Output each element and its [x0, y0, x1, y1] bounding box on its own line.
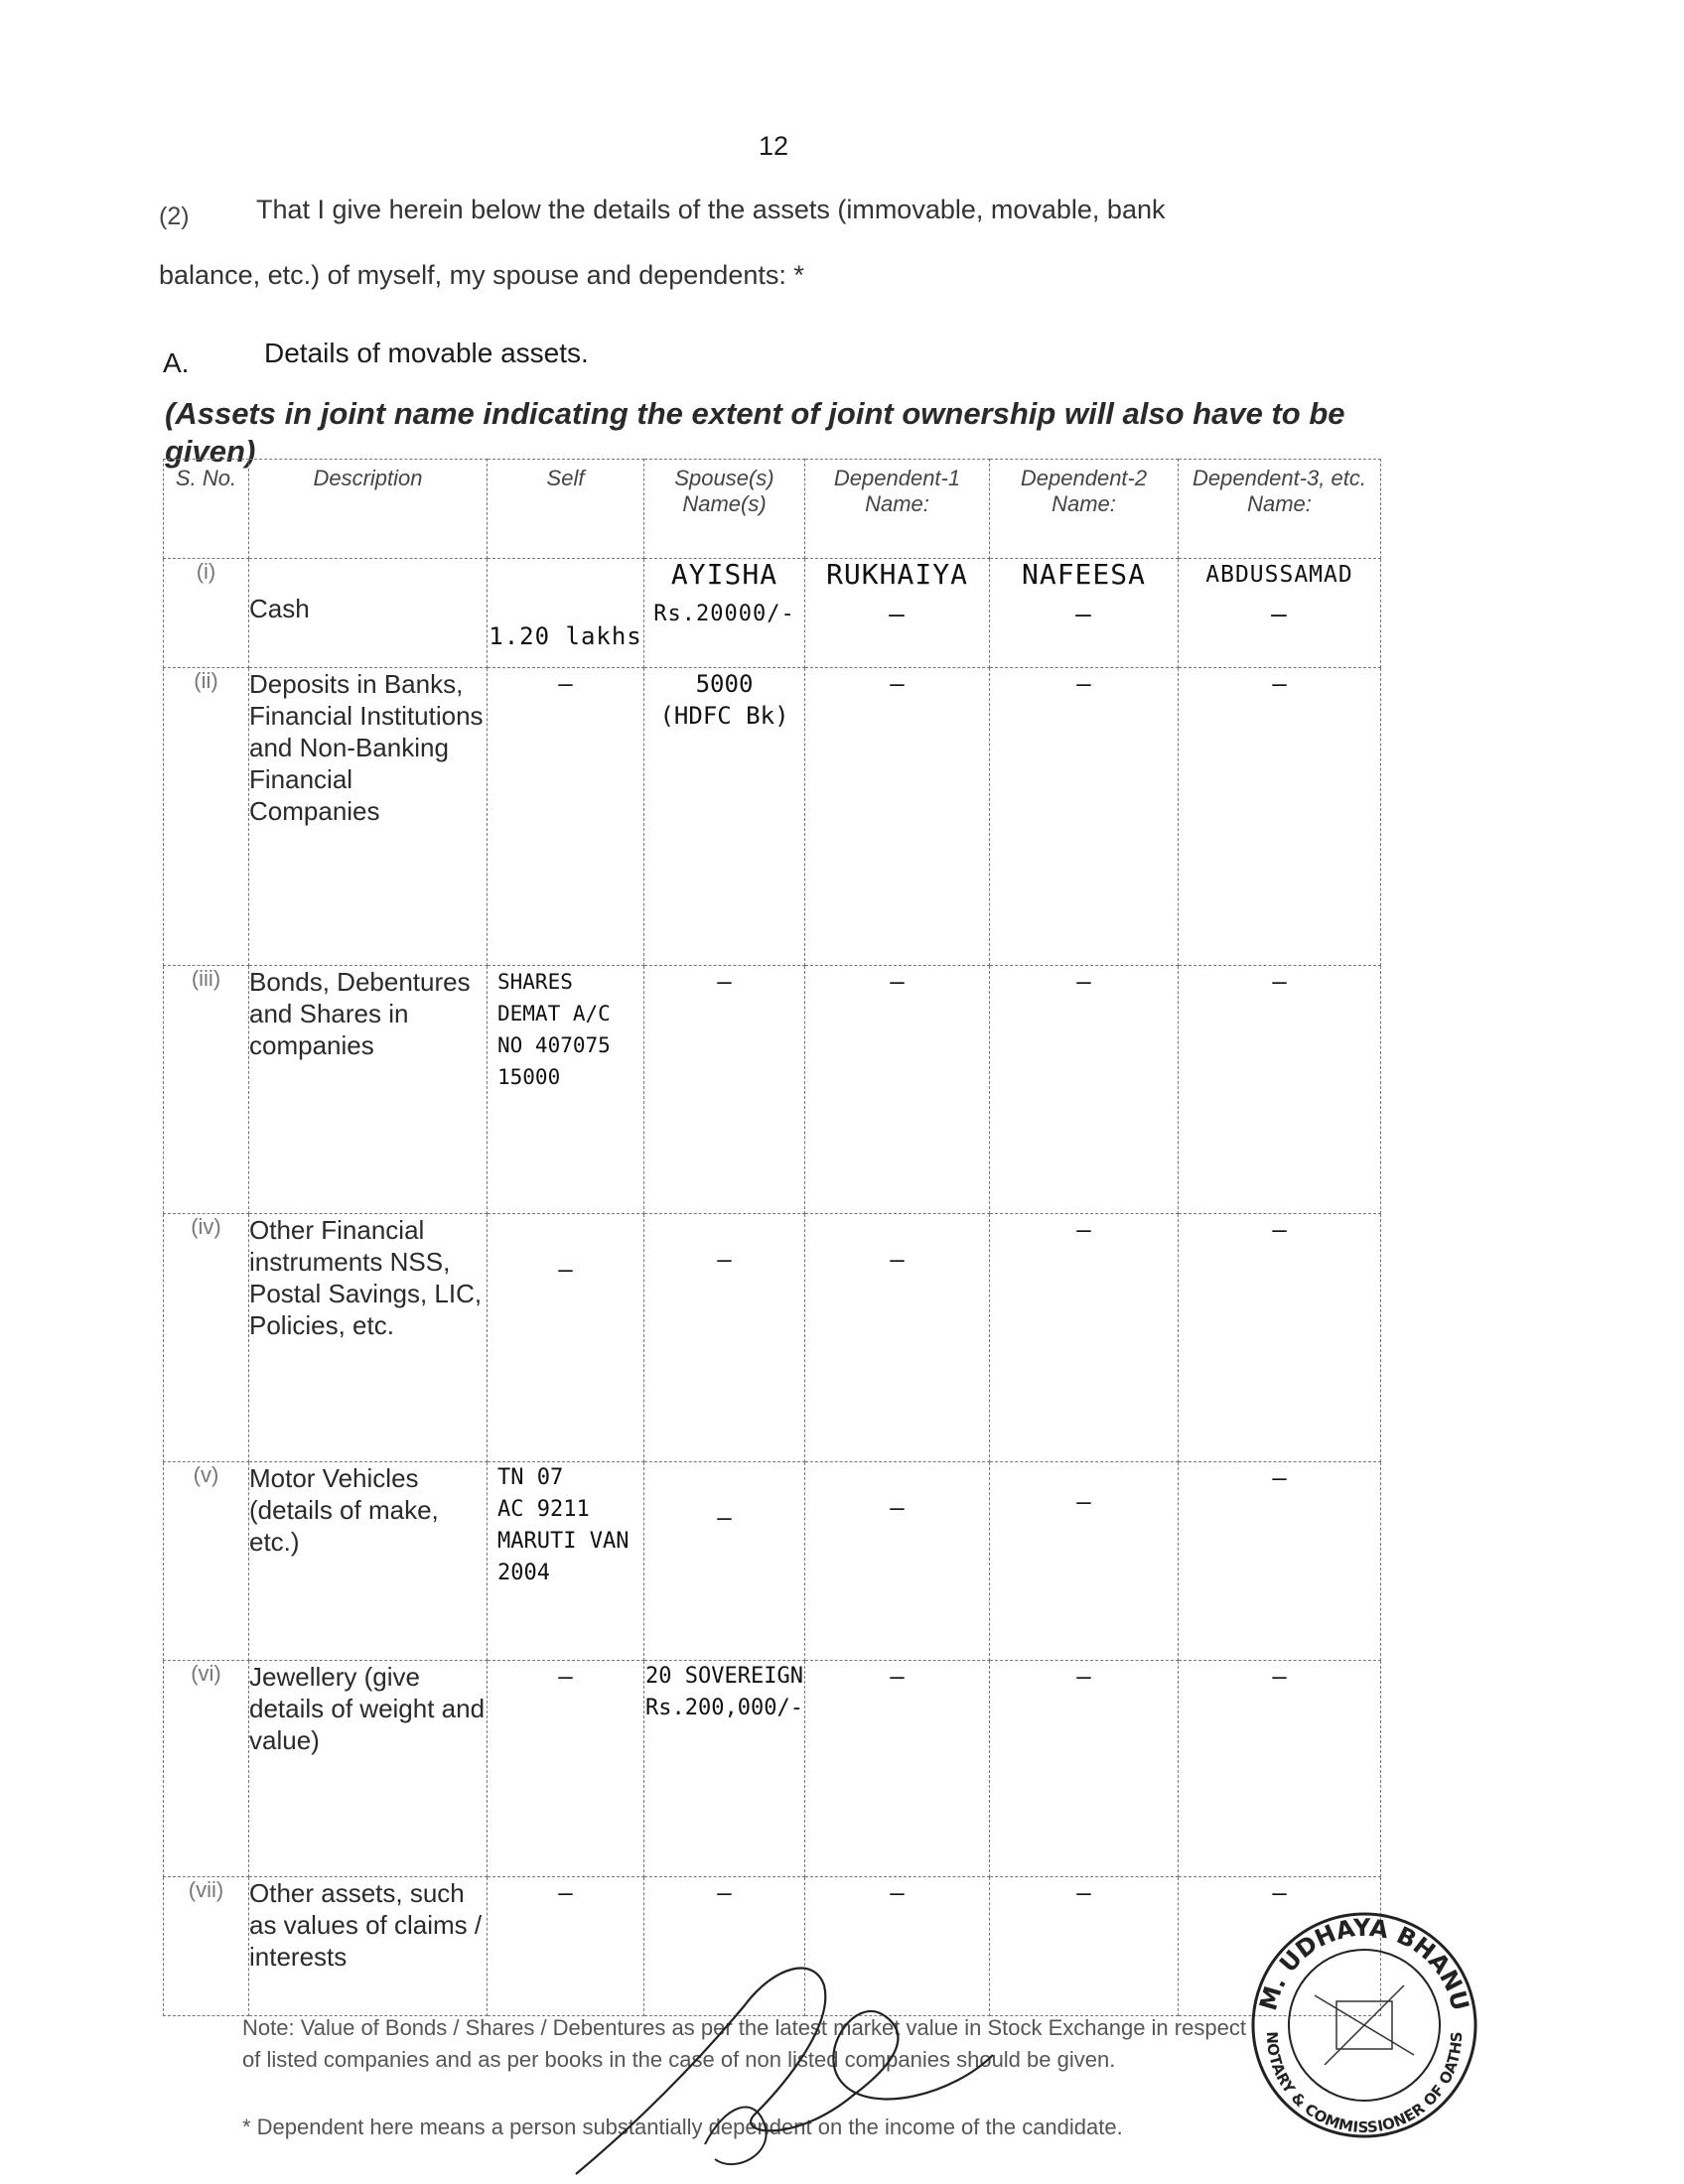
- svg-text:M. UDHAYA BHANU: [1254, 1914, 1474, 2014]
- cell-dependent-3: —: [1179, 1462, 1381, 1661]
- header-dependent-3: Dependent-3, etc. Name:: [1179, 460, 1381, 559]
- cell-dependent-2: —: [990, 966, 1179, 1214]
- cell-dependent-2: —: [990, 1462, 1179, 1661]
- row-description: Other assets, such as values of claims / interests: [249, 1877, 488, 2016]
- cell-dependent-1: —: [805, 1462, 990, 1661]
- row-sno: (vii): [164, 1877, 249, 2016]
- header-dependent-2: Dependent-2 Name:: [990, 460, 1179, 559]
- cell-self: SHARES DEMAT A/C NO 407075 15000: [488, 966, 644, 1214]
- row-sno: (iii): [164, 966, 249, 1214]
- footnote-dependent: * Dependent here means a person substantially dependent on the income of the candidate.: [242, 2115, 1123, 2139]
- cell-spouse: —: [644, 1214, 805, 1462]
- cell-dependent-1: —: [805, 1214, 990, 1462]
- row-description: Other Financial instruments NSS, Postal Savings, LIC, Policies, etc.: [249, 1214, 488, 1462]
- cell-self: —: [488, 1214, 644, 1462]
- cell-dependent-3: —: [1179, 1877, 1381, 2016]
- cell-spouse: 5000 (HDFC Bk): [644, 668, 805, 966]
- notary-stamp: [1245, 1906, 1483, 2144]
- dependent-3-cash: —: [1271, 600, 1288, 629]
- joint-ownership-note: (Assets in joint name indicating the extent of joint ownership will also have to be given): [165, 396, 1345, 469]
- table-row: [164, 1462, 1381, 1661]
- table-row: [164, 966, 1381, 1214]
- cell-dependent-3: —: [1179, 668, 1381, 966]
- cell-dependent-1: [805, 559, 990, 668]
- table-row: [164, 559, 1381, 668]
- footnote-note-line-1: Note: Value of Bonds / Shares / Debentures as per the latest market value in Stock Exchange in respect: [242, 2015, 1246, 2040]
- cell-spouse: 20 SOVEREIGN Rs.200,000/-: [644, 1661, 805, 1877]
- table-header-row: [164, 460, 1381, 559]
- cell-dependent-2: —: [990, 668, 1179, 966]
- cell-dependent-2: —: [990, 1661, 1179, 1877]
- dependent-3-name: ABDUSSAMAD: [1205, 562, 1353, 588]
- table-row: [164, 668, 1381, 966]
- signature-scribble: [556, 1946, 1013, 2184]
- page-number: 12: [759, 131, 789, 161]
- cell-spouse: [644, 559, 805, 668]
- cell-self: —: [488, 1661, 644, 1877]
- cell-dependent-2: —: [990, 1877, 1179, 2016]
- section-letter: A.: [163, 347, 190, 378]
- cell-self: 1.20 lakhs: [488, 559, 644, 668]
- row-sno: (iv): [164, 1214, 249, 1462]
- stamp-role: NOTARY & COMMISSIONER OF OATHS: [1262, 2031, 1467, 2137]
- row-sno: (i): [164, 559, 249, 668]
- cell-dependent-2: [990, 559, 1179, 668]
- table-row: [164, 1214, 1381, 1462]
- header-description: Description: [249, 460, 488, 559]
- cell-spouse: —: [644, 1462, 805, 1661]
- cell-dependent-1: —: [805, 1661, 990, 1877]
- cell-dependent-1: —: [805, 668, 990, 966]
- dependent-2-name: NAFEESA: [1021, 558, 1146, 591]
- header-self: Self: [488, 460, 644, 559]
- spouse-cash: Rs.20000/-: [653, 602, 795, 626]
- cell-self: TN 07 AC 9211 MARUTI VAN 2004: [488, 1462, 644, 1661]
- cell-dependent-2: —: [990, 1214, 1179, 1462]
- stamp-name: M. UDHAYA BHANU: [1254, 1913, 1474, 2014]
- cell-dependent-3: [1179, 559, 1381, 668]
- dependent-1-cash: —: [889, 600, 906, 629]
- cell-dependent-1: —: [805, 966, 990, 1214]
- row-description: Motor Vehicles (details of make, etc.): [249, 1462, 488, 1661]
- row-sno: (v): [164, 1462, 249, 1661]
- row-sno: (ii): [164, 668, 249, 966]
- footnote-note-line-2: of listed companies and as per books in the case of non listed companies should be given.: [242, 2047, 1116, 2072]
- header-sno: S. No.: [164, 460, 249, 559]
- spouse-name: AYISHA: [670, 558, 778, 591]
- cell-spouse: —: [644, 1877, 805, 2016]
- cell-dependent-3: —: [1179, 1214, 1381, 1462]
- cell-dependent-3: —: [1179, 966, 1381, 1214]
- row-sno: (vi): [164, 1661, 249, 1877]
- intro-line-1: That I give herein below the details of the assets (immovable, movable, bank: [256, 195, 1166, 224]
- cell-spouse: —: [644, 966, 805, 1214]
- header-spouse: Spouse(s) Name(s): [644, 460, 805, 559]
- section-title: Details of movable assets.: [264, 338, 589, 368]
- intro-line-2: balance, etc.) of myself, my spouse and dependents: *: [159, 260, 804, 290]
- row-description: Deposits in Banks, Financial Institutions and Non-Banking Financial Companies: [249, 668, 488, 966]
- row-description: Cash: [249, 559, 488, 668]
- dependent-1-name: RUKHAIYA: [826, 558, 968, 591]
- dependent-2-cash: —: [1075, 600, 1092, 629]
- movable-assets-table: [163, 459, 1381, 2016]
- row-description: Jewellery (give details of weight and value): [249, 1661, 488, 1877]
- paragraph-number: (2): [159, 203, 190, 230]
- cell-self: —: [488, 668, 644, 966]
- cell-dependent-3: —: [1179, 1661, 1381, 1877]
- svg-text:NOTARY & COMMISSIONER OF OATHS: [1263, 2031, 1466, 2136]
- header-dependent-1: Dependent-1 Name:: [805, 460, 990, 559]
- row-description: Bonds, Debentures and Shares in companies: [249, 966, 488, 1214]
- table-row: [164, 1661, 1381, 1877]
- cell-self: —: [488, 1877, 644, 2016]
- cell-dependent-1: —: [805, 1877, 990, 2016]
